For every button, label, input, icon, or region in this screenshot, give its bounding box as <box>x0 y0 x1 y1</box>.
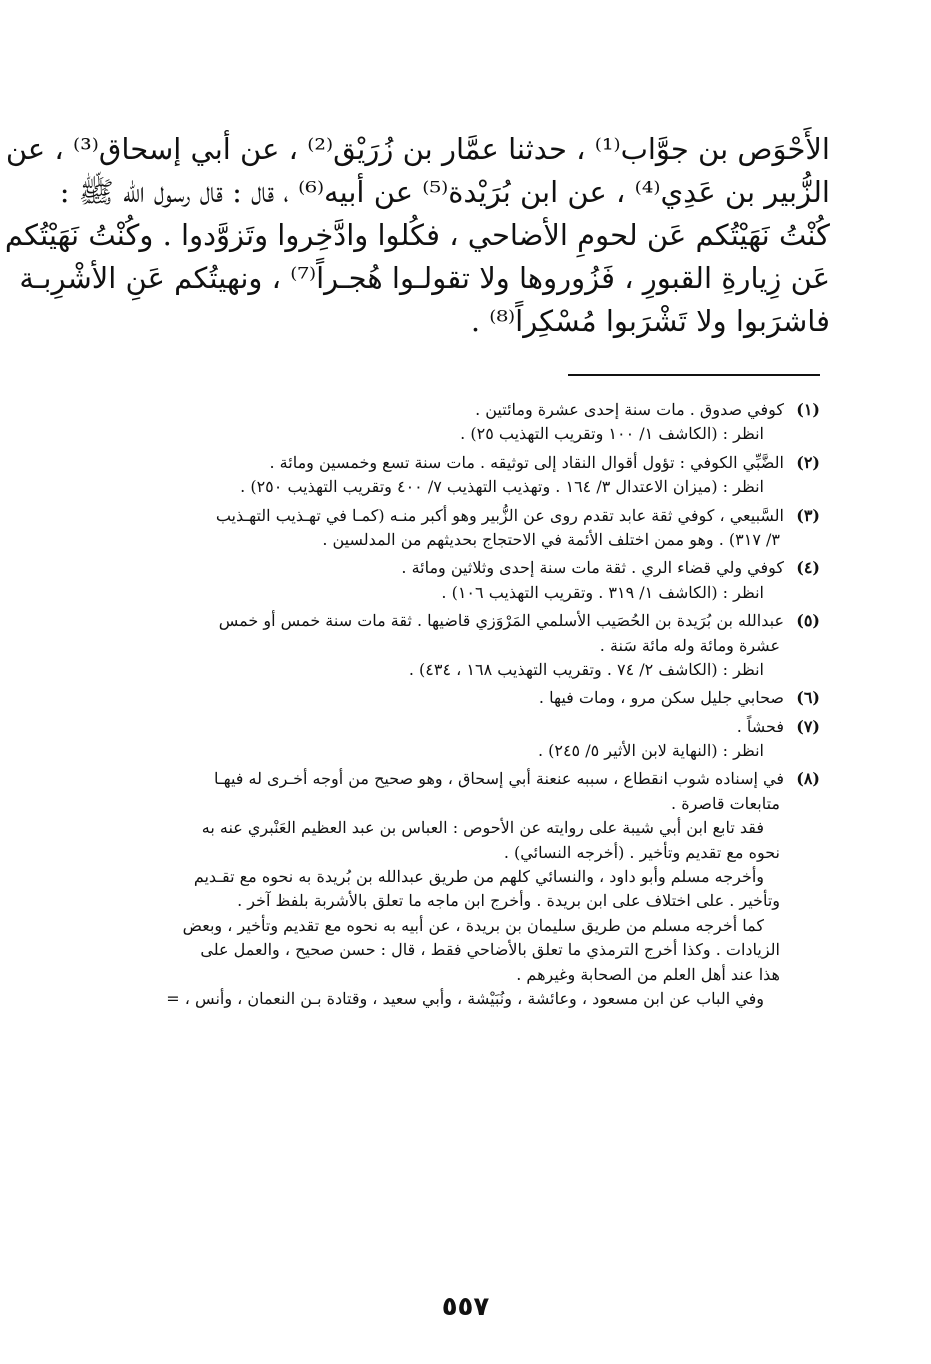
footnote-line: ٣/ ٣١٧) . وهو ممن اختلف الأئمة في الاحتجاج بحديثهم من المدلسين . <box>322 529 780 549</box>
footnote-line: انظر : (الكاشف ١/ ١٠٠ وتقريب التهذيب ٢٥) . <box>460 424 764 444</box>
main-text <box>4 128 830 343</box>
footnote-number: (٥) <box>796 611 820 631</box>
footnote-line: نحوه مع تقديم وتأخير . (أخرجه النسائي) . <box>503 842 780 862</box>
footnote-line: (٤)كوفي ولي قضاء الري . ثقة مات سنة إحدى وثلاثين ومائة . <box>120 556 820 580</box>
footnote-line: (٣)السَّبيعي ، كوفي ثقة عابد تقدم روى عن الزُّبير وهو أكبر منـه (كمـا في تهـذيب التهـذيب <box>120 504 820 528</box>
footnote-number: (١) <box>796 400 820 419</box>
footnote-number: (٨) <box>796 769 820 789</box>
footnote-line: انظر : (النهاية لابن الأثير ٥/ ٢٤٥) . <box>537 741 764 761</box>
footnote-line: (٢)الضَّبِّي الكوفي : تؤول أقوال النقاد إلى توثيقه . مات سنة تسع وخمسين ومائة . <box>120 451 820 475</box>
footnote-number: (٧) <box>796 716 820 736</box>
footnote-line: (٧)فحشاً . <box>120 715 820 739</box>
footnote-line: هذا عند أهل العلم من الصحابة وغيرهم . <box>516 964 780 984</box>
footnote-line: وأخرجه مسلم وأبو داود ، والنسائي كلهم من طريق عبدالله بن بُريدة به نحوه مع تقـديم <box>193 867 764 887</box>
footnote-number: (٦) <box>796 688 820 708</box>
main-text-line: كُنْتُ نَهَيْتُكم عَن لحومِ الأضاحي ، فكُلوا وادَّخِروا وتَزوَّدوا . وكُنْتُ نَهَيْتُكم <box>4 218 830 252</box>
footnote-line: انظر : (الكاشف ٢/ ٧٤ . وتقريب التهذيب ١٦٨ ، ٤٣٤) . <box>408 659 764 679</box>
footnote-line: (٦)صحابي جليل سكن مرو ، ومات فيها . <box>120 686 820 710</box>
footnote-line: الزيادات . وكذا أخرج الترمذي ما تعلق بالأضاحي فقط ، قال : حسن صحيح ، والعمل على <box>200 940 780 960</box>
main-text-line: فاشرَبوا ولا تَشْرَبوا مُسْكِراً⁽⁸⁾ . <box>470 304 830 338</box>
footnote-separator <box>568 374 820 376</box>
page-number: ٥٥٧ <box>441 1292 490 1322</box>
footnote-line: وفي الباب عن ابن مسعود ، وعائشة ، ونُبَيْشة ، وأبي سعيد ، وقتادة بـن النعمان ، وأنس ، = <box>166 988 764 1008</box>
footnote-number: (٢) <box>796 452 820 472</box>
footnotes <box>120 398 820 1011</box>
footnote-line: (٨)في إسناده شوب انقطاع ، سببه عنعنة أبي إسحاق ، وهو صحيح من أوجه أخـرى له فيهـا <box>120 767 820 791</box>
main-text-line: عَن زِيارةِ القبورِ ، فَزُوروها ولا تقولـوا هُجـراً⁽⁷⁾ ، ونهيتُكم عَنِ الأشْرِبـة <box>19 261 830 295</box>
main-text-line: الزُّبير بن عَدِي⁽⁴⁾ ، عن ابن بُرَيْدة⁽⁵⁾ عن أبيه⁽⁶⁾ ، قال : قال رسول الله ﷺ : <box>59 175 830 209</box>
footnote-line: وتأخير . على اختلاف على ابن بريدة . وأخرج ابن ماجه ما تعلق بالأشربة بلفظ آخر . <box>237 891 780 911</box>
main-text-line: الأَحْوَص بن جوَّاب⁽¹⁾ ، حدثنا عمَّار بن زُرَيْق⁽²⁾ ، عن أبي إسحاق⁽³⁾ ، عن <box>5 132 830 166</box>
footnote-line: متابعات قاصرة . <box>671 793 780 813</box>
footnote-line: (١)كوفي صدوق . مات سنة إحدى عشرة ومائتين . <box>120 398 820 422</box>
footnote-line: فقد تابع ابن أبي شيبة على روايته عن الأحوص : العباس بن عبد العظيم العَنْبري عنه به <box>201 818 764 838</box>
footnote-line: عشرة ومائة وله مائة سَنة . <box>599 635 780 655</box>
footnote-line: (٥)عبدالله بن بُرَيدة بن الحُصَيب الأسلمي المَرْوَزي قاضيها . ثقة مات سنة خمس أو خمس <box>120 609 820 633</box>
footnote-line: انظر : (ميزان الاعتدال ٣/ ١٦٤ . وتهذيب التهذيب ٧/ ٤٠٠ وتقريب التهذيب ٢٥٠) . <box>240 477 764 497</box>
footnote-number: (٤) <box>796 558 820 578</box>
footnote-line: انظر : (الكاشف ١/ ٣١٩ . وتقريب التهذيب ١٠٦) . <box>441 582 764 602</box>
footnote-line: كما أخرجه مسلم من طريق سليمان بن بريدة ، عن أبيه به نحوه مع تقديم وتأخير ، وبعض <box>182 915 764 935</box>
footnote-number: (٣) <box>796 505 820 525</box>
